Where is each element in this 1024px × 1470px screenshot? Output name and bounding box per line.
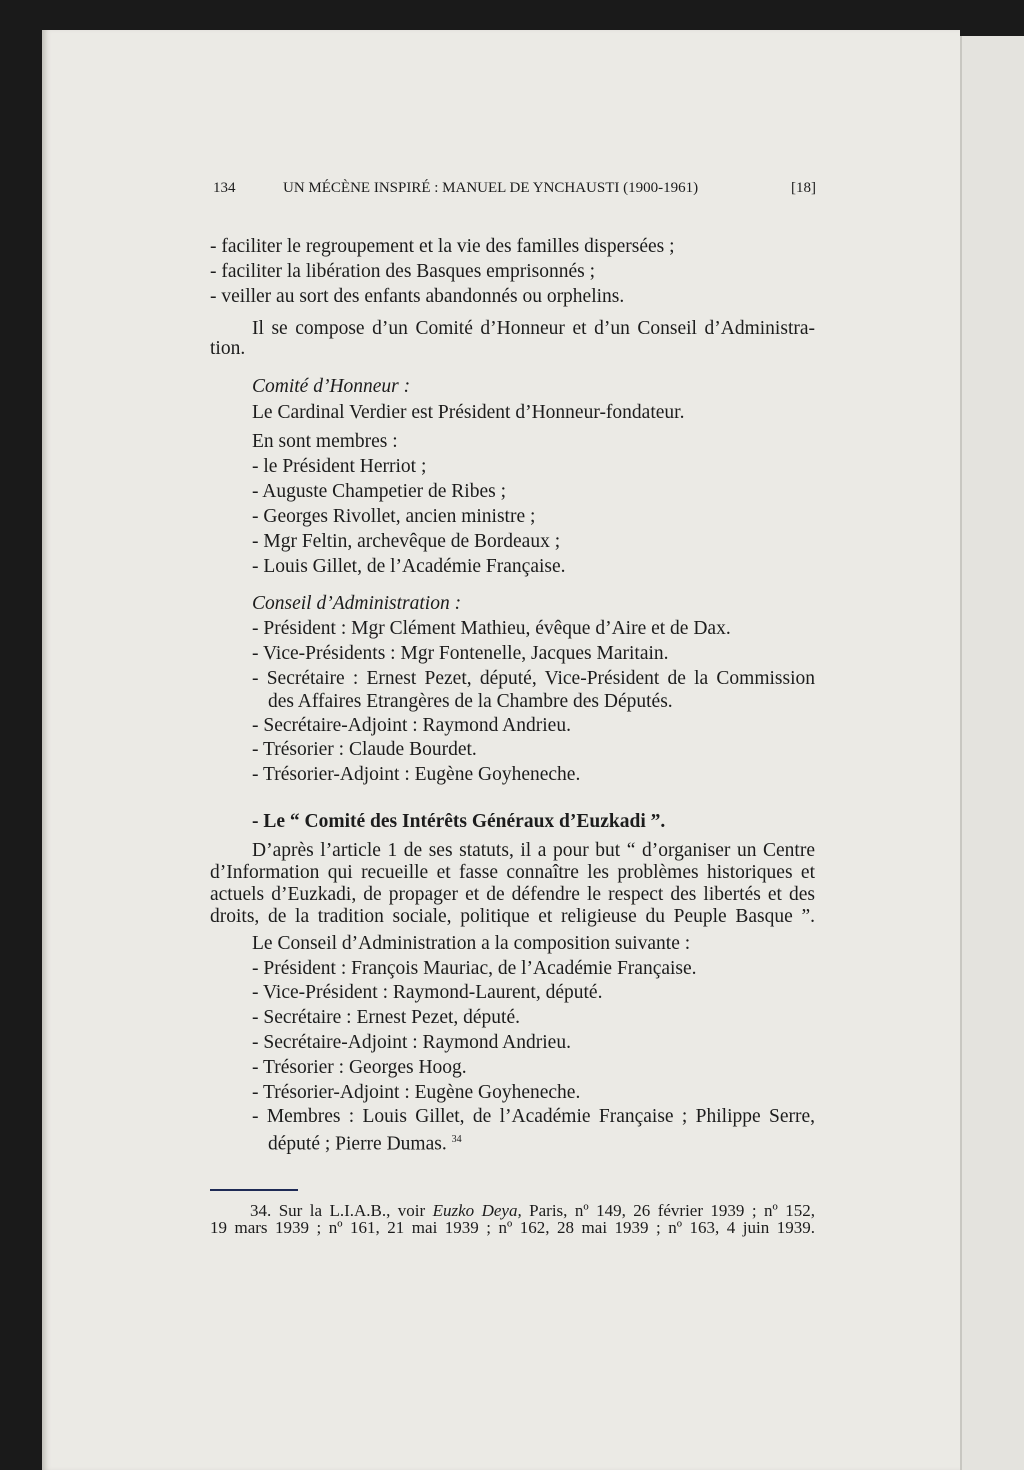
footnote-rule	[210, 1189, 298, 1191]
section-heading: Comité d’Honneur :	[252, 376, 411, 397]
section-heading: Conseil d’Administration :	[252, 593, 462, 614]
facing-page-edge	[960, 36, 1024, 1470]
text: député ; Pierre Dumas.	[268, 1133, 447, 1155]
section-number: [18]	[791, 180, 816, 196]
text-line: actuels d’Euzkadi, de propager et de défendre le respect des libertés et des	[210, 884, 815, 905]
list-item: - Président : François Mauriac, de l’Académie Française.	[252, 958, 697, 979]
list-item: - Mgr Feltin, archevêque de Bordeaux ;	[252, 531, 561, 552]
text: Euzko Deya,	[432, 1201, 522, 1220]
list-item: - Vice-Président : Raymond-Laurent, député.	[252, 982, 603, 1003]
list-item: - Vice-Présidents : Mgr Fontenelle, Jacques Maritain.	[252, 643, 669, 664]
list-item: - Auguste Champetier de Ribes ;	[252, 481, 506, 502]
text-line: tion.	[210, 338, 246, 359]
text-line: Le Cardinal Verdier est Président d’Honneur-fondateur.	[252, 402, 685, 423]
list-item: - Membres : Louis Gillet, de l’Académie Française ; Philippe Serre,	[252, 1106, 815, 1127]
list-item: - Louis Gillet, de l’Académie Française.	[252, 556, 566, 577]
footnote-line: 19 mars 1939 ; nº 161, 21 mai 1939 ; nº 162, 28 mai 1939 ; nº 163, 4 juin 1939.	[210, 1218, 815, 1237]
text-line: - faciliter le regroupement et la vie des familles dispersées ;	[210, 236, 675, 257]
list-item: - Secrétaire : Ernest Pezet, député.	[252, 1007, 521, 1028]
list-item: - Président : Mgr Clément Mathieu, évêque d’Aire et de Dax.	[252, 618, 731, 639]
running-title: UN MÉCÈNE INSPIRÉ : MANUEL DE YNCHAUSTI (1900-1961)	[283, 180, 699, 196]
text-line: d’Information qui recueille et fasse connaître les problèmes historiques et	[210, 862, 815, 883]
text-line: - veiller au sort des enfants abandonnés ou orphelins.	[210, 286, 625, 307]
page-number: 134	[213, 180, 236, 196]
section-heading: - Le “ Comité des Intérêts Généraux d’Euzkadi ”.	[252, 811, 666, 832]
text: Paris, nº 149, 26 février 1939 ; nº 152,	[521, 1201, 815, 1220]
text-line: des Affaires Etrangères de la Chambre des Députés.	[268, 691, 673, 712]
list-item: - Georges Rivollet, ancien ministre ;	[252, 506, 536, 527]
text: 34. Sur la L.I.A.B., voir	[250, 1201, 433, 1220]
list-item: - Secrétaire-Adjoint : Raymond Andrieu.	[252, 1032, 571, 1053]
list-item: - le Président Herriot ;	[252, 456, 427, 477]
list-item: - Trésorier-Adjoint : Eugène Goyheneche.	[252, 764, 581, 785]
list-item: - Secrétaire : Ernest Pezet, député, Vice-Président de la Commission	[252, 668, 815, 689]
text-line: D’après l’article 1 de ses statuts, il a pour but “ d’organiser un Centre	[252, 840, 815, 861]
text-line	[268, 1128, 462, 1157]
text-line: droits, de la tradition sociale, politique et religieuse du Peuple Basque ”.	[210, 906, 815, 927]
footnote-ref: 34	[451, 1134, 462, 1145]
list-item: - Trésorier : Claude Bourdet.	[252, 739, 477, 760]
list-item: - Trésorier : Georges Hoog.	[252, 1057, 467, 1078]
list-item: - Trésorier-Adjoint : Eugène Goyheneche.	[252, 1082, 581, 1103]
text-line: Il se compose d’un Comité d’Honneur et d’un Conseil d’Administra-	[252, 318, 815, 339]
list-item: - Secrétaire-Adjoint : Raymond Andrieu.	[252, 715, 571, 736]
text-line: Le Conseil d’Administration a la composition suivante :	[252, 933, 691, 954]
text-line: En sont membres :	[252, 431, 398, 452]
text-line: - faciliter la libération des Basques emprisonnés ;	[210, 261, 596, 282]
